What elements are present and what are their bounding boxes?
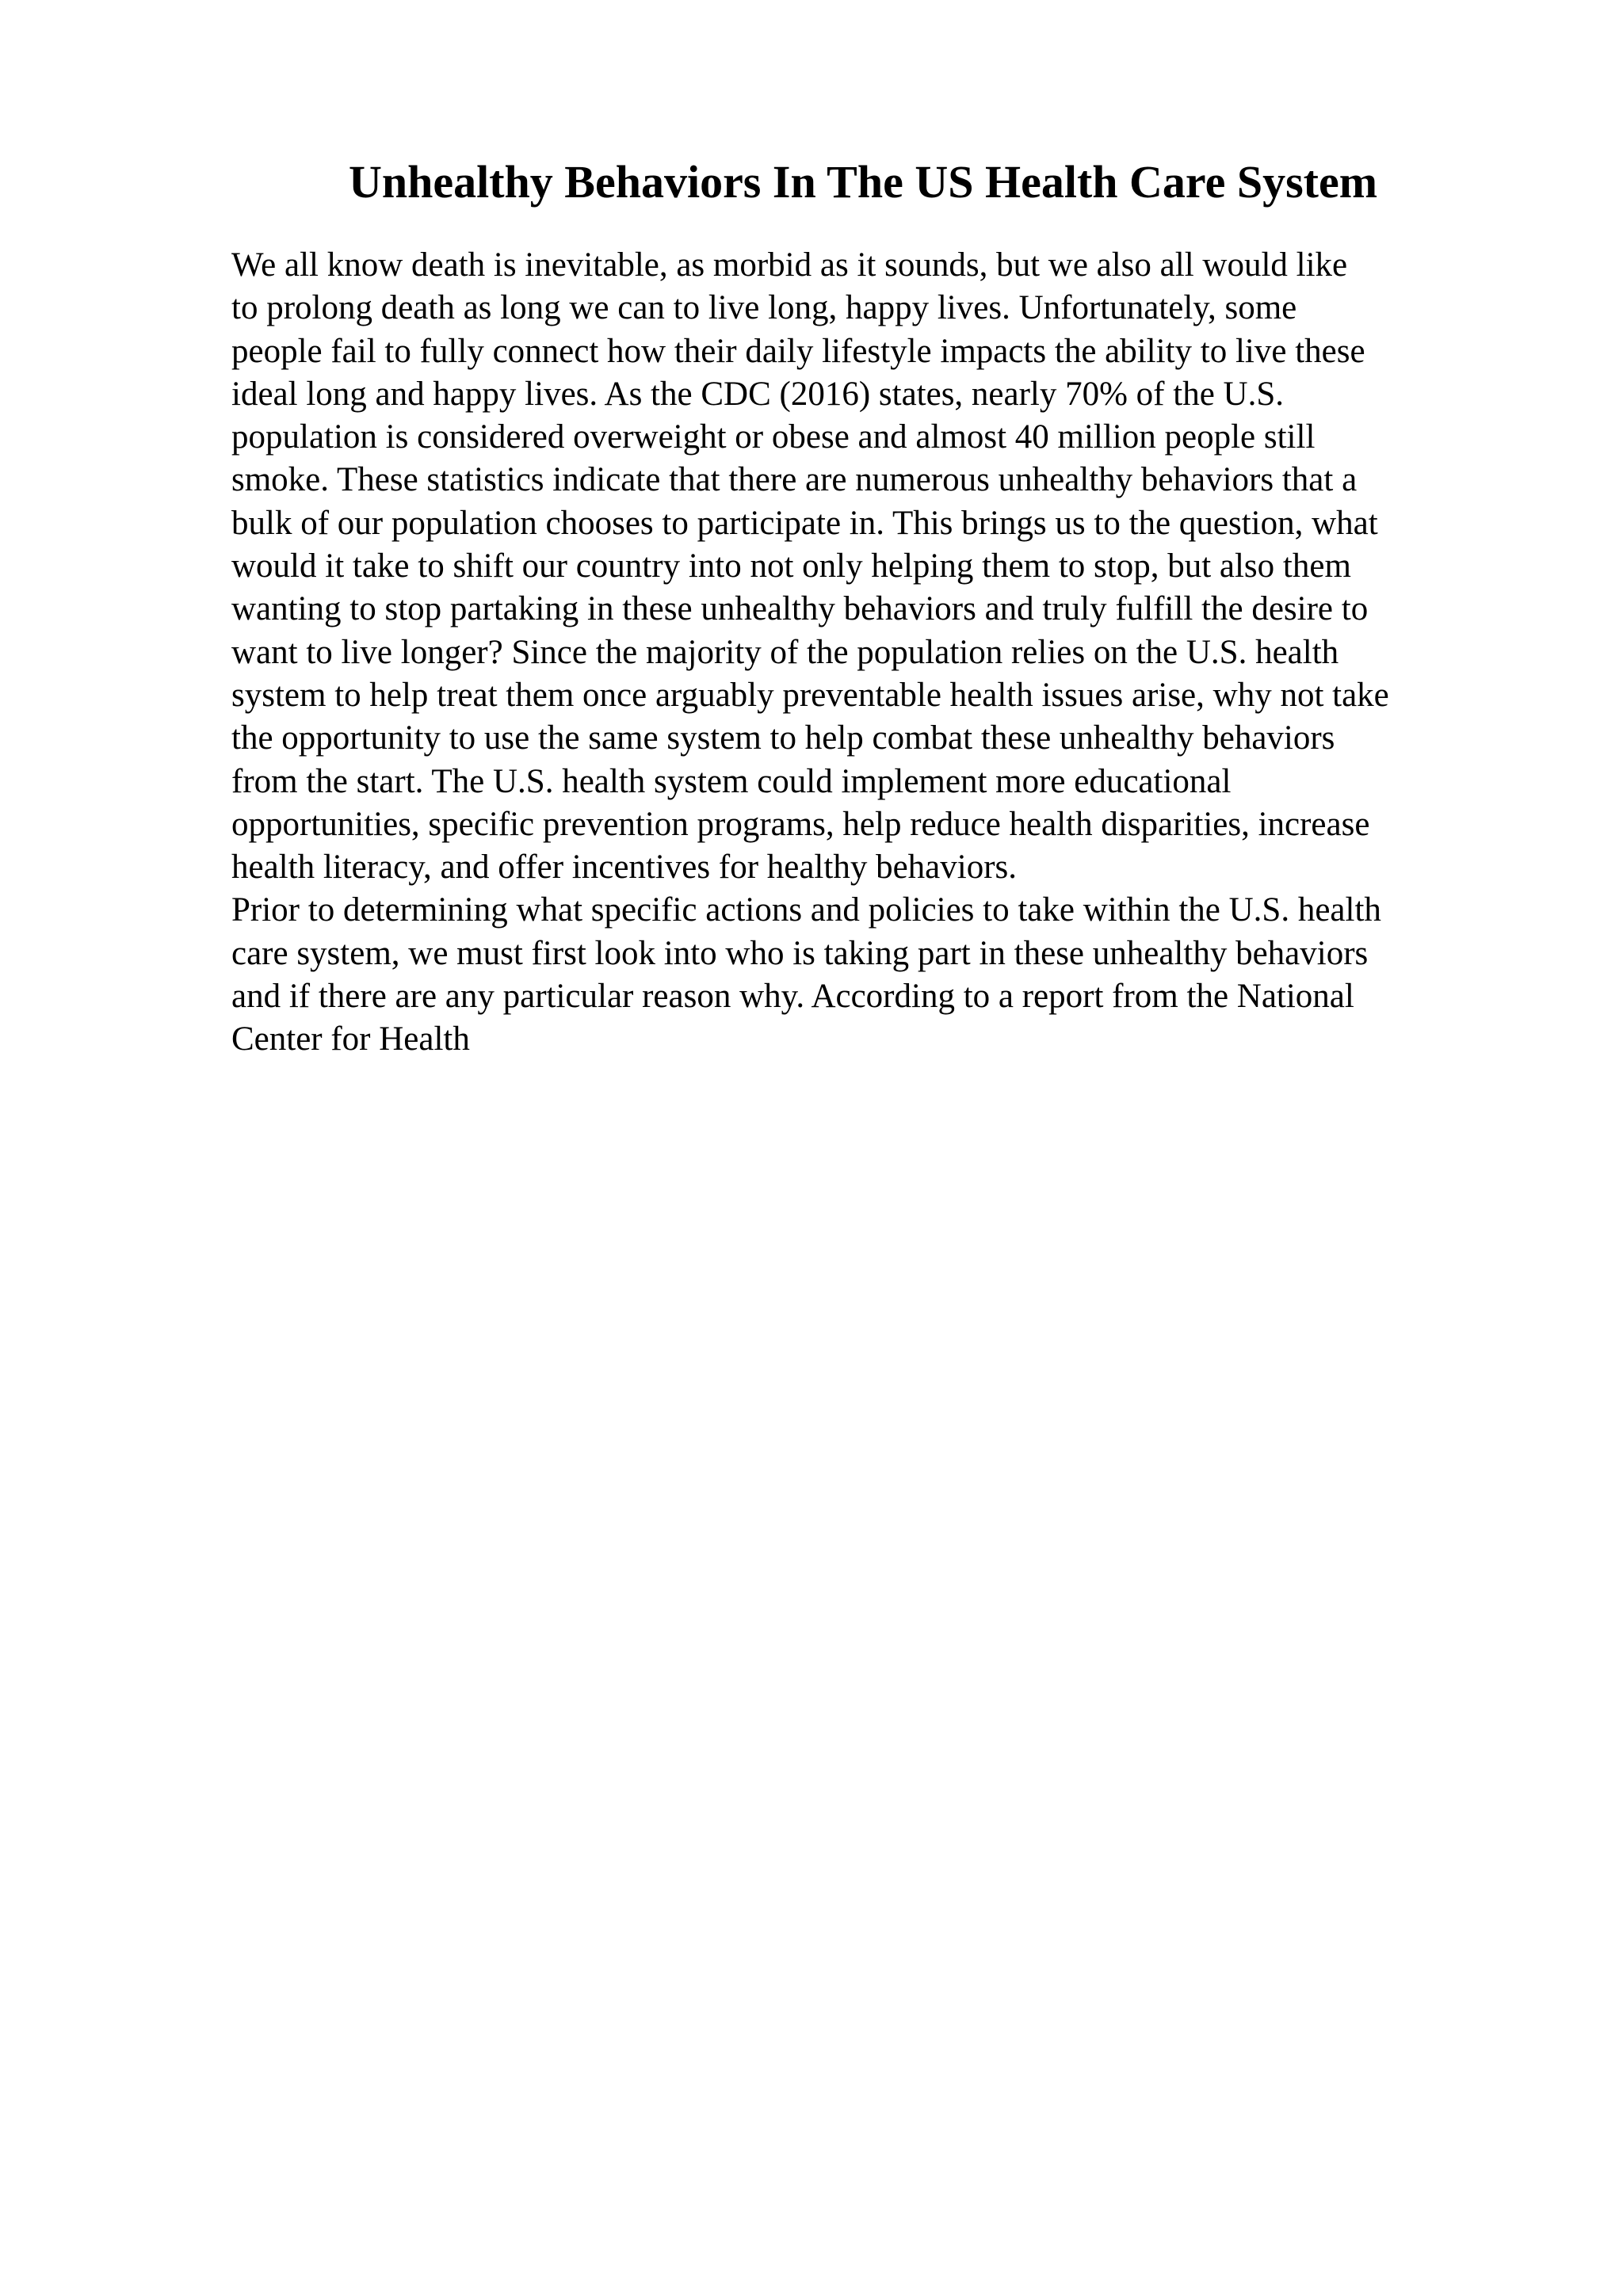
body-line: bulk of our population chooses to participate in. This brings us to the question, what [231,504,1378,542]
body-line: system to help treat them once arguably preventable health issues arise, why not take [231,676,1389,714]
body-line: health literacy, and offer incentives for healthy behaviors. [231,849,1017,887]
body-line: the opportunity to use the same system to help combat these unhealthy behaviors [231,719,1335,757]
body-line: from the start. The U.S. health system could implement more educational [231,762,1232,800]
body-line: want to live longer? Since the majority of the population relies on the U.S. health [231,633,1339,671]
body-line: would it take to shift our country into not only helping them to stop, but also them [231,547,1351,585]
body-line: ideal long and happy lives. As the CDC (2016) states, nearly 70% of the U.S. [231,375,1285,413]
body-line: and if there are any particular reason why. According to a report from the National [231,978,1354,1016]
body-line: Center for Health [231,1020,470,1058]
body-line: population is considered overweight or obese and almost 40 million people still [231,418,1316,456]
body-line: We all know death is inevitable, as morbid as it sounds, but we also all would like [231,246,1348,284]
body-line: opportunities, specific prevention programs, help reduce health disparities, increase [231,805,1370,843]
body-line: to prolong death as long we can to live long, happy lives. Unfortunately, some [231,289,1297,327]
document-title: Unhealthy Behaviors In The US Health Care System [348,156,1378,208]
body-line: smoke. These statistics indicate that there are numerous unhealthy behaviors that a [231,461,1358,499]
body-line: care system, we must first look into who is taking part in these unhealthy behaviors [231,934,1369,972]
body-line: people fail to fully connect how their daily lifestyle impacts the ability to live these [231,332,1365,370]
body-line: Prior to determining what specific actions and policies to take within the U.S. health [231,891,1381,929]
document-body [231,244,1499,1062]
body-line: wanting to stop partaking in these unhealthy behaviors and truly fulfill the desire to [231,590,1369,628]
